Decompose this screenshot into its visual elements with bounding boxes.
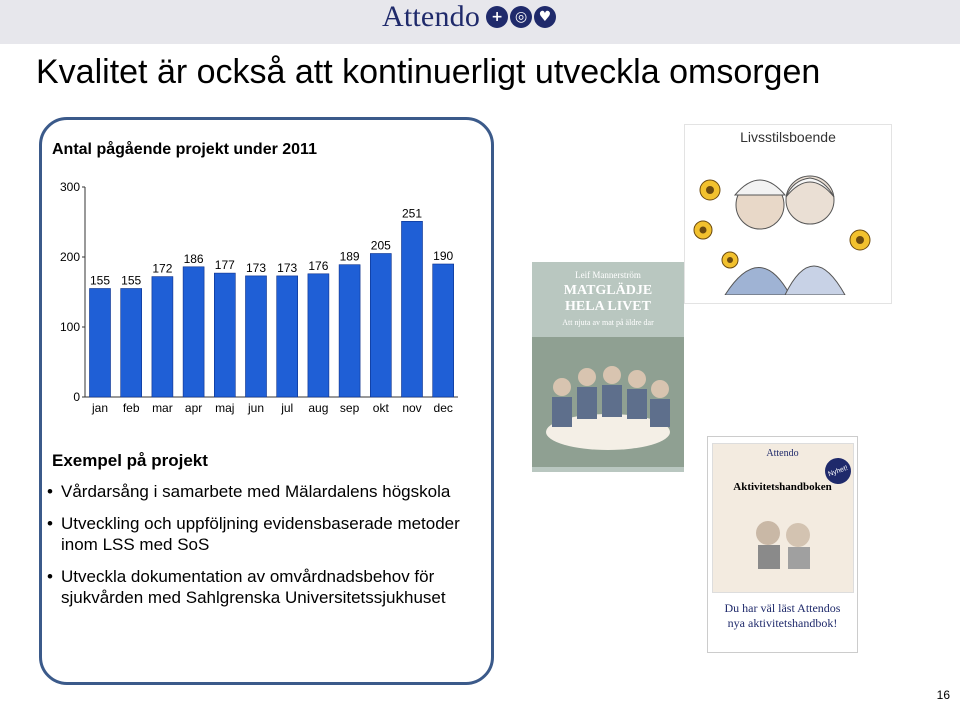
examples-list <box>47 481 487 619</box>
data-label: 173 <box>277 260 298 275</box>
x-tick-label: feb <box>122 401 140 415</box>
data-label: 190 <box>433 249 454 263</box>
cookbook-cover <box>532 262 684 472</box>
list-item: • Vårdarsång i samarbete med Mälardalens högskola <box>47 482 451 501</box>
livsstil-image <box>684 124 892 304</box>
handbook-cover <box>707 436 858 653</box>
page-number: 16 <box>936 688 950 702</box>
elderly-couple-illustration <box>685 145 891 295</box>
data-label: 189 <box>339 249 360 264</box>
data-label: 205 <box>370 238 391 253</box>
x-tick-label: mar <box>152 401 173 415</box>
data-label: 177 <box>214 258 235 273</box>
x-tick-label: aug <box>308 401 329 415</box>
heart-icon: ♥ <box>534 6 556 28</box>
handbook-illustration <box>713 493 853 573</box>
handbook-title: Aktivitetshandboken <box>733 481 832 493</box>
book-subtitle: Att njuta av mat på äldre dar <box>562 318 654 327</box>
x-tick-label: nov <box>402 401 422 415</box>
attendo-logo <box>382 0 556 34</box>
chart-title: Antal pågående projekt under 2011 <box>52 141 317 158</box>
data-label: 155 <box>89 273 111 288</box>
nyhet-badge: Nyhet! <box>821 454 854 487</box>
dining-photo <box>532 327 684 467</box>
x-tick-label: jan <box>91 401 109 415</box>
slide-title: Kvalitet är också att kontinuerligt utveckla omsorgen <box>36 53 821 91</box>
list-item: • Utveckling och uppföljning evidensbaserade metoder inom LSS med SoS <box>47 514 460 554</box>
data-label: 251 <box>401 206 423 221</box>
y-tick-label: 200 <box>59 250 80 264</box>
handbook-promo-1: Du har väl läst Attendos <box>724 601 841 615</box>
x-tick-label: maj <box>215 401 235 415</box>
data-label: 176 <box>308 258 329 273</box>
handbook-promo-2: nya aktivitetshandbok! <box>727 616 838 630</box>
list-item: • Utveckla dokumentation av omvårdnadsbehov för sjukvården med Sahlgrenska Universitetssjukhuset <box>47 567 446 607</box>
data-label: 186 <box>183 251 204 266</box>
x-tick-label: jun <box>247 401 265 415</box>
x-tick-label: okt <box>372 401 389 415</box>
book-title-1: MATGLÄDJE <box>563 283 653 298</box>
x-tick-label: dec <box>433 401 453 415</box>
data-label: 173 <box>245 260 267 275</box>
book-author: Leif Mannerström <box>575 270 641 280</box>
examples-heading: Exempel på projekt <box>52 451 208 470</box>
plus-icon: + <box>486 6 508 28</box>
y-tick-label: 300 <box>59 180 80 194</box>
x-tick-label: sep <box>339 401 360 415</box>
y-tick-label: 0 <box>73 390 80 404</box>
brand-name: Attendo <box>382 0 481 33</box>
data-label: 172 <box>152 261 173 276</box>
handbook-brand: Attendo <box>766 448 799 459</box>
target-icon: ◎ <box>510 6 532 28</box>
book-title-2: HELA LIVET <box>565 299 651 314</box>
livsstil-caption: Livsstilsboende <box>740 129 836 145</box>
y-tick-label: 100 <box>59 320 80 334</box>
x-tick-label: jul <box>281 401 294 415</box>
x-tick-label: apr <box>184 401 203 415</box>
data-label: 155 <box>121 273 142 288</box>
